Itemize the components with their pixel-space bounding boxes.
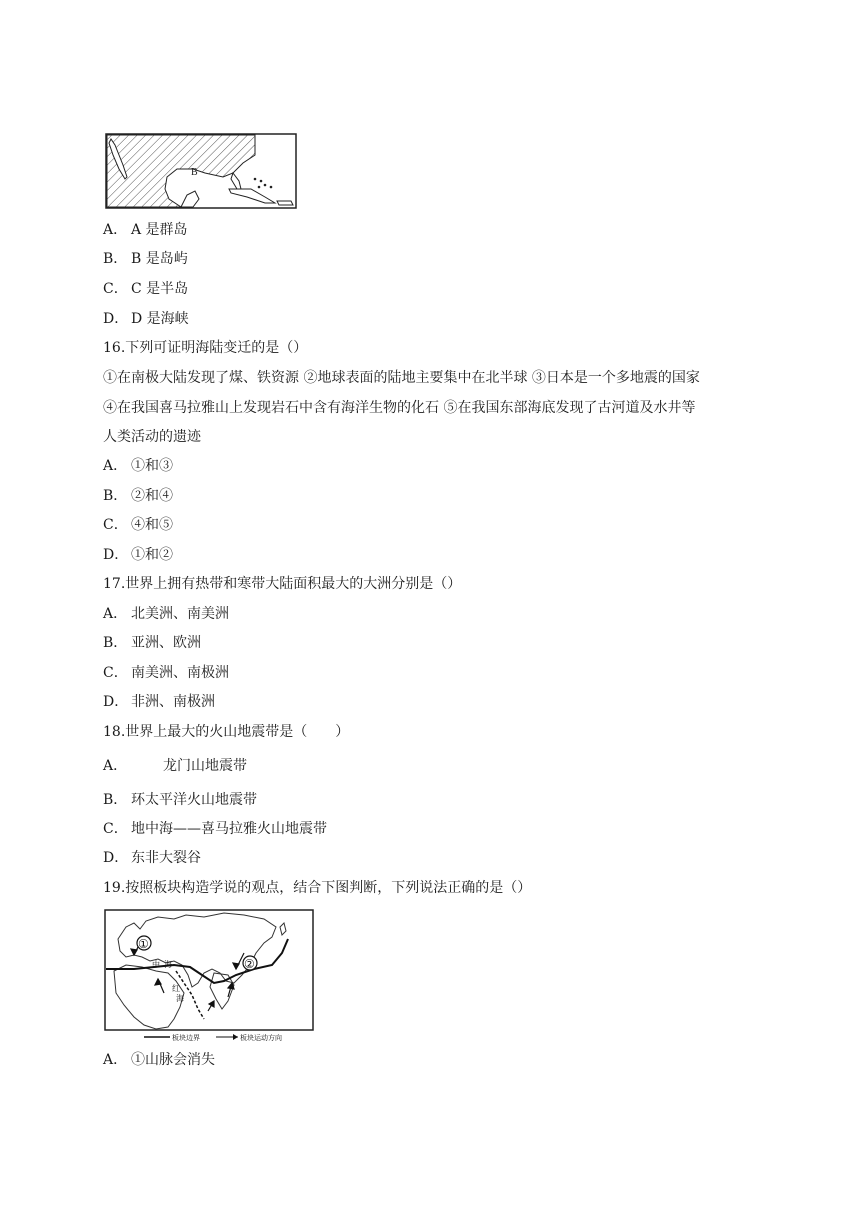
option-text: 南美洲、南极洲 bbox=[131, 665, 229, 681]
plate-map bbox=[104, 909, 314, 1045]
option-text: B 是岛屿 bbox=[131, 251, 188, 267]
q16-body-line-1: ①在南极大陆发现了煤、铁资源 ②地球表面的陆地主要集中在北半球 ③日本是一个多地震的国家 bbox=[103, 370, 700, 386]
q19-option-a[interactable] bbox=[103, 1050, 215, 1070]
q15-option-c[interactable] bbox=[103, 279, 188, 299]
option-label: B． bbox=[103, 635, 128, 651]
option-label: B． bbox=[103, 792, 128, 808]
option-label: C． bbox=[103, 281, 128, 297]
option-text: 亚洲、欧洲 bbox=[131, 635, 201, 651]
option-label: C． bbox=[103, 665, 128, 681]
option-label: D． bbox=[103, 547, 129, 563]
gulf-map-figure bbox=[105, 133, 297, 209]
plate-map-figure bbox=[104, 909, 314, 1045]
map-label-b: B bbox=[191, 167, 198, 178]
q18-option-c[interactable] bbox=[103, 819, 327, 839]
option-label: A． bbox=[103, 606, 128, 622]
q16-option-d[interactable] bbox=[103, 545, 173, 565]
option-label: B． bbox=[103, 251, 128, 267]
q19-stem: 19.按照板块构造学说的观点，结合下图判断，下列说法正确的是（） bbox=[103, 880, 532, 896]
option-text: D 是海峡 bbox=[131, 311, 189, 327]
option-text: ②和④ bbox=[131, 488, 173, 504]
q16-option-c[interactable] bbox=[103, 515, 173, 535]
option-label: C． bbox=[103, 821, 128, 837]
hispaniola-island bbox=[277, 201, 293, 205]
option-label: B． bbox=[103, 488, 128, 504]
option-text: 北美洲、南美洲 bbox=[131, 606, 229, 622]
q18-option-b[interactable] bbox=[103, 790, 257, 810]
option-text: ④和⑤ bbox=[131, 517, 173, 533]
option-label: D． bbox=[103, 694, 129, 710]
q17-stem: 17.世界上拥有热带和寒带大陆面积最大的大洲分别是（） bbox=[103, 576, 462, 592]
label-red-sea-1: 红 bbox=[172, 984, 180, 993]
label-mediterranean-1: 中 bbox=[152, 960, 160, 969]
option-text: 非洲、南极洲 bbox=[131, 694, 215, 710]
q16-stem: 16.下列可证明海陆变迁的是（） bbox=[103, 340, 308, 356]
option-text: 龙门山地震带 bbox=[163, 758, 247, 774]
marker-2: ② bbox=[244, 957, 255, 971]
option-label: D． bbox=[103, 311, 129, 327]
option-text: 环太平洋火山地震带 bbox=[131, 792, 257, 808]
q18-option-d[interactable] bbox=[103, 848, 201, 868]
option-text: ①山脉会消失 bbox=[131, 1052, 215, 1068]
q15-option-b[interactable] bbox=[103, 249, 188, 269]
q16-body-line-3: 人类活动的遗迹 bbox=[103, 429, 201, 445]
label-red-sea-2: 海 bbox=[176, 994, 184, 1003]
option-label: A． bbox=[103, 758, 128, 774]
option-text: ①和② bbox=[131, 547, 173, 563]
q18-stem: 18.世界上最大的火山地震带是（ ） bbox=[103, 724, 350, 740]
q17-option-a[interactable] bbox=[103, 604, 229, 624]
label-mediterranean-2: 海 bbox=[164, 960, 172, 969]
q17-option-b[interactable] bbox=[103, 633, 201, 653]
option-label: C． bbox=[103, 517, 128, 533]
option-text: 地中海——喜马拉雅火山地震带 bbox=[131, 821, 327, 837]
q18-option-a[interactable] bbox=[103, 756, 247, 776]
option-label: D． bbox=[103, 850, 129, 866]
option-text: ①和③ bbox=[131, 458, 173, 474]
marker-1: ① bbox=[138, 937, 149, 951]
option-text: A 是群岛 bbox=[131, 222, 188, 238]
legend-boundary-label: 板块边界 bbox=[172, 1034, 200, 1042]
option-text: C 是半岛 bbox=[131, 281, 189, 297]
q16-option-a[interactable] bbox=[103, 456, 173, 476]
legend-motion-label: 板块运动方向 bbox=[240, 1034, 282, 1042]
q15-option-d[interactable] bbox=[103, 309, 189, 329]
option-text: 东非大裂谷 bbox=[131, 850, 201, 866]
q15-option-a[interactable] bbox=[103, 220, 188, 240]
gulf-map bbox=[105, 133, 297, 209]
option-label: A． bbox=[103, 458, 128, 474]
q16-body-line-2: ④在我国喜马拉雅山上发现岩石中含有海洋生物的化石 ⑤在我国东部海底发现了古河道及水井等 bbox=[103, 400, 696, 416]
q17-option-c[interactable] bbox=[103, 663, 229, 683]
q17-option-d[interactable] bbox=[103, 692, 215, 712]
q16-option-b[interactable] bbox=[103, 486, 173, 506]
option-label: A． bbox=[103, 222, 128, 238]
option-label: A． bbox=[103, 1052, 128, 1068]
